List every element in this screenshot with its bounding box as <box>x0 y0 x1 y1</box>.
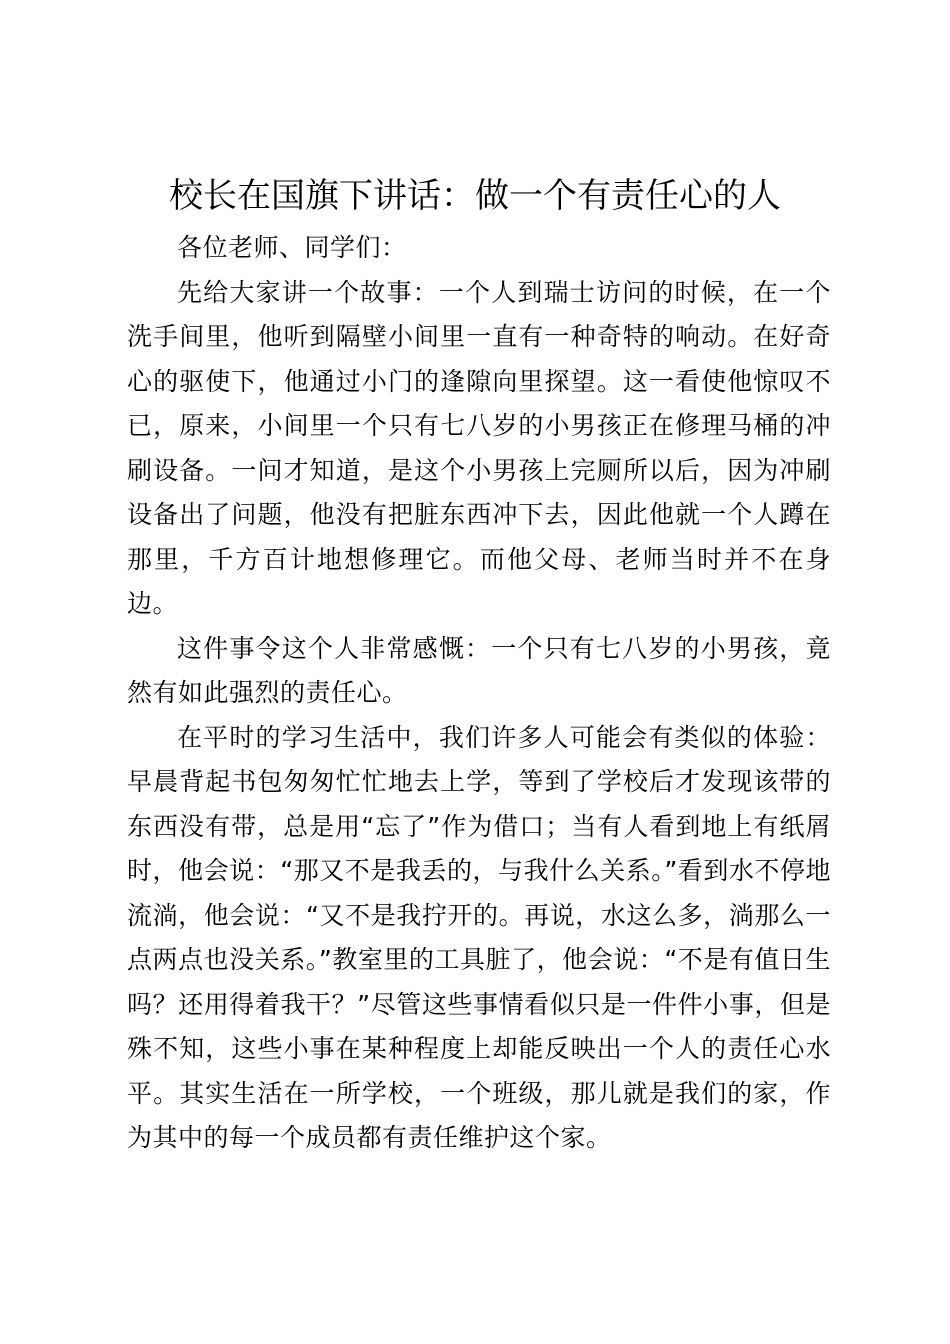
salutation: 各位老师、同学们： <box>177 233 407 262</box>
document-title: 校长在国旗下讲话：做一个有责任心的人 <box>169 176 781 216</box>
paragraph-reflection: 这件事令这个人非常感慨：一个只有七八岁的小男孩，竟然有如此强烈的责任心。 <box>127 633 831 707</box>
paragraph-daily-life: 在平时的学习生活中，我们许多人可能会有类似的体验：早晨背起书包匆匆忙忙地去上学，等到了学校后才发现该带的东西没有带，总是用“忘了”作为借口；当有人看到地上有纸屑时，他会说：“那又不是我丢的，与我什么关系。”看到水不停地流淌，他会说：“又不是我拧开的。再说，水这么多，淌那么一点两点也没关系。”教室里的工具脏了，他会说：“不是有值日生吗？还用得着我干？”尽管这些事情看似只是一件件小事，但是殊不知，这些小事在某种程度上却能反映出一个人的责任心水平。其实生活在一所学校，一个班级，那儿就是我们的家，作为其中的每一个成员都有责任维护这个家。 <box>127 722 831 1152</box>
paragraph-story: 先给大家讲一个故事：一个人到瑞士访问的时候，在一个洗手间里，他听到隔壁小间里一直有一种奇特的响动。在好奇心的驱使下，他通过小门的逢隙向里探望。这一看使他惊叹不已，原来，小间里一个只有七八岁的小男孩正在修理马桶的冲刷设备。一问才知道，是这个小男孩上完厕所以后，因为冲刷设备出了问题，他没有把脏东西冲下去，因此他就一个人蹲在那里，千方百计地想修理它。而他父母、老师当时并不在身边。 <box>127 277 831 618</box>
document-body <box>127 226 831 1161</box>
